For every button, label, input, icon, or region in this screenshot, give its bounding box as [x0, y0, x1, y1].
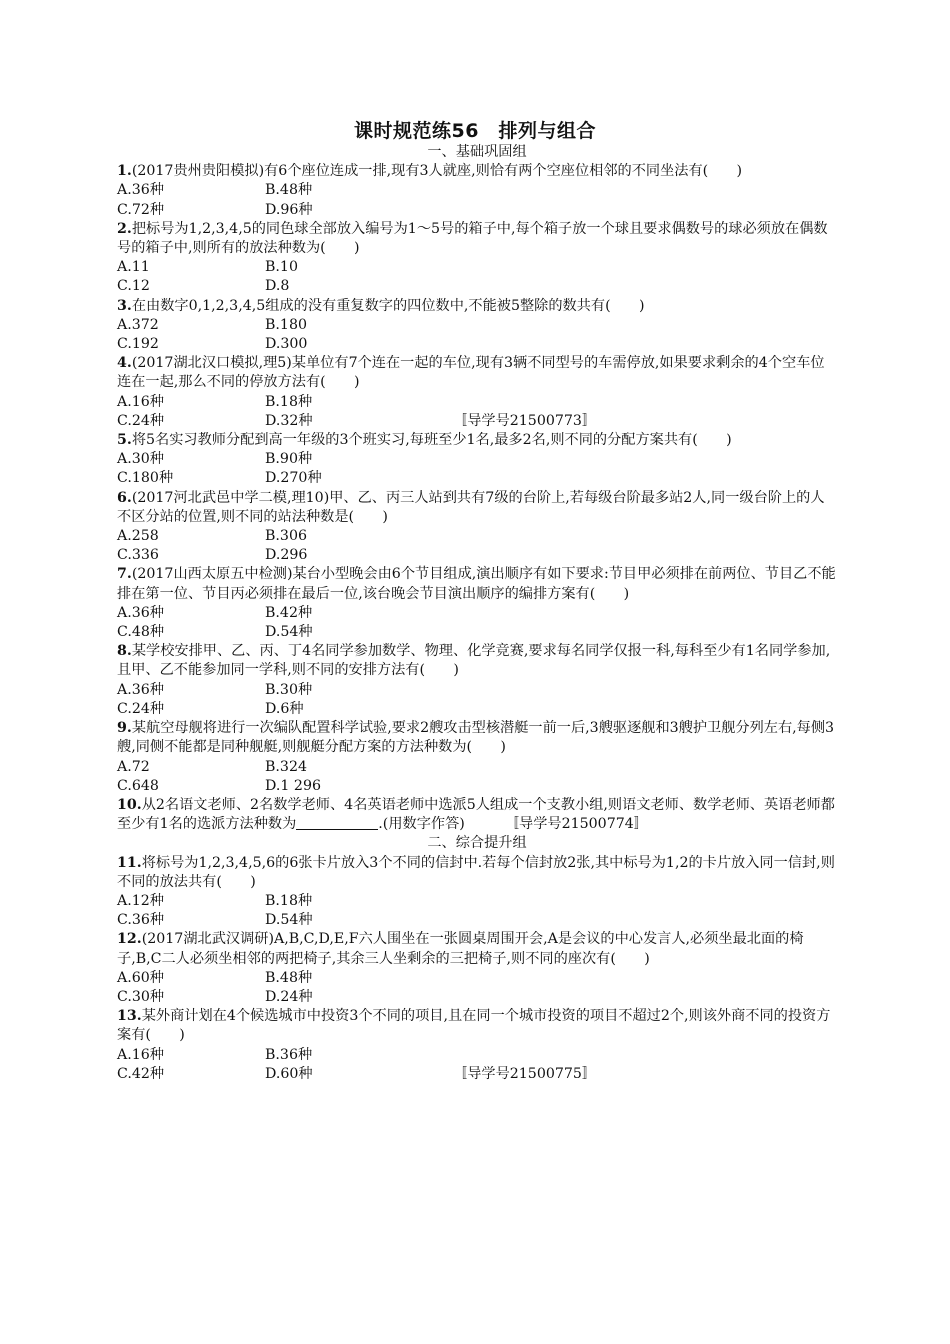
question-8 — [117, 642, 837, 680]
question-4 — [117, 354, 837, 392]
option-a: A.16种 — [117, 1046, 164, 1063]
question-number: 1. — [117, 163, 132, 180]
option-b: B.18种 — [265, 892, 313, 909]
option-a: A.16种 — [117, 393, 164, 410]
question-number: 9. — [117, 720, 132, 737]
option-b: B.18种 — [265, 393, 313, 410]
question-number: 8. — [117, 643, 132, 660]
question-number: 6. — [117, 489, 132, 506]
options-1 — [117, 181, 837, 219]
guide-number: 〚导学号21500774〛 — [504, 816, 648, 833]
option-a: A.72 — [117, 758, 150, 775]
option-b: B.324 — [265, 758, 308, 775]
question-text: 将标号为1,2,3,4,5,6的6张卡片放入3个不同的信封中.若每个信封放2张,其中标号为1,2的卡片放入同一信封,则不同的放法共有( ) — [117, 854, 835, 890]
option-a: A.11 — [117, 259, 150, 276]
question-1 — [117, 162, 837, 181]
question-text: 将5名实习教师分配到高一年级的3个班实习,每班至少1名,最多2名,则不同的分配方案共有( ) — [131, 432, 732, 449]
question-11 — [117, 854, 837, 892]
question-6 — [117, 489, 837, 527]
question-5 — [117, 431, 837, 450]
option-d: D.1 296 — [265, 777, 321, 794]
option-a: A.36种 — [117, 182, 164, 199]
question-text: (2017湖北武汉调研)A,B,C,D,E,F六人围坐在一张圆桌周围开会,A是会议的中心发言人,必须坐最北面的椅子,B,C二人必须坐相邻的两把椅子,其余三人坐剩余的三把椅子,则不同的座次有( ) — [117, 931, 804, 967]
option-a: A.30种 — [117, 451, 164, 468]
option-c: C.48种 — [117, 624, 165, 641]
option-b: B.90种 — [265, 451, 313, 468]
question-number: 12. — [117, 931, 142, 948]
option-d: D.296 — [265, 547, 308, 564]
option-d: D.6种 — [265, 700, 304, 717]
question-9 — [117, 719, 837, 757]
question-text-tail: .(用数字作答) — [378, 816, 465, 833]
question-2 — [117, 220, 837, 258]
option-d: D.8 — [265, 278, 290, 295]
options-7 — [117, 604, 837, 642]
option-c: C.192 — [117, 336, 159, 353]
option-a: A.36种 — [117, 681, 164, 698]
option-c: C.30种 — [117, 988, 165, 1005]
option-b: B.180 — [265, 316, 308, 333]
question-3 — [117, 297, 837, 316]
option-c: C.12 — [117, 278, 150, 295]
question-text: 某学校安排甲、乙、丙、丁4名同学参加数学、物理、化学竞赛,要求每名同学仅报一科,每科至少有1名同学参加,且甲、乙不能参加同一学科,则不同的安排方法有( ) — [117, 643, 831, 679]
question-text: (2017湖北汉口模拟,理5)某单位有7个连在一起的车位,现有3辆不同型号的车需停放,如果要求剩余的4个空车位连在一起,那么不同的停放方法有( ) — [117, 355, 825, 391]
question-list — [117, 143, 837, 1084]
options-5 — [117, 450, 837, 488]
option-a: A.36种 — [117, 604, 164, 621]
section-heading: 二、综合提升组 — [427, 835, 527, 852]
option-b: B.48种 — [265, 969, 313, 986]
question-number: 10. — [117, 796, 142, 813]
option-a: A.12种 — [117, 892, 164, 909]
option-c: C.42种 — [117, 1065, 165, 1082]
question-number: 13. — [117, 1008, 142, 1025]
option-a: A.258 — [117, 528, 159, 545]
section-heading: 一、基础巩固组 — [427, 144, 527, 160]
question-text: 从2名语文老师、2名数学老师、4名英语老师中选派5人组成一个支教小组,则语文老师、数学老师、英语老师都至少有1名的选派方法种数为 — [117, 796, 835, 833]
options-9 — [117, 758, 837, 796]
option-b: B.10 — [265, 259, 298, 276]
options-2 — [117, 258, 837, 296]
question-text: 某航空母舰将进行一次编队配置科学试验,要求2艘攻击型核潜艇一前一后,3艘驱逐舰和3艘护卫舰分列左右,每侧3艘,同侧不能都是同种舰艇,则舰艇分配方案的方法种数为( ) — [117, 720, 835, 756]
option-d: D.54种 — [265, 624, 313, 641]
question-text: (2017山西太原五中检测)某台小型晚会由6个节目组成,演出顺序有如下要求:节目甲必须排在前两位、节目乙不能排在第一位、节目丙必须排在最后一位,该台晚会节目演出顺序的编排方案有( ) — [117, 566, 836, 602]
question-text: (2017贵州贵阳模拟)有6个座位连成一排,现有3人就座,则恰有两个空座位相邻的不同坐法有( ) — [131, 163, 743, 180]
question-12 — [117, 930, 837, 968]
option-c: C.24种 — [117, 700, 165, 717]
answer-blank[interactable] — [296, 816, 378, 830]
option-a: A.372 — [117, 316, 159, 333]
question-number: 2. — [117, 220, 132, 237]
options-11 — [117, 892, 837, 930]
question-text: 在由数字0,1,2,3,4,5组成的没有重复数字的四位数中,不能被5整除的数共有( ) — [131, 297, 645, 314]
options-3 — [117, 316, 837, 354]
question-7 — [117, 565, 837, 603]
option-d: D.32种 — [265, 412, 313, 429]
question-text: 把标号为1,2,3,4,5的同色球全部放入编号为1～5号的箱子中,每个箱子放一个球且要求偶数号的球必须放在偶数号的箱子中,则所有的放法种数为( ) — [117, 220, 828, 257]
question-text: 某外商计划在4个候选城市中投资3个不同的项目,且在同一个城市投资的项目不超过2个,则该外商不同的投资方案有( ) — [117, 1008, 831, 1044]
option-c: C.336 — [117, 547, 159, 564]
question-number: 7. — [117, 566, 132, 583]
option-d: D.96种 — [265, 201, 313, 218]
option-c: C.180种 — [117, 470, 174, 487]
question-number: 11. — [117, 854, 142, 871]
option-d: D.60种 — [265, 1065, 313, 1082]
option-d: D.24种 — [265, 988, 313, 1005]
question-number: 3. — [117, 297, 132, 314]
option-c: C.36种 — [117, 912, 165, 929]
options-8 — [117, 681, 837, 719]
question-number: 5. — [117, 432, 132, 449]
option-d: D.54种 — [265, 912, 313, 929]
option-b: B.306 — [265, 528, 308, 545]
options-4 — [117, 393, 837, 431]
question-text: (2017河北武邑中学二模,理10)甲、乙、丙三人站到共有7级的台阶上,若每级台阶最多站2人,同一级台阶上的人不区分站的位置,则不同的站法种数是( ) — [117, 489, 825, 525]
question-number: 4. — [117, 355, 132, 372]
page-title: 课时规范练56 排列与组合 — [354, 120, 596, 142]
option-c: C.648 — [117, 777, 159, 794]
options-6 — [117, 527, 837, 565]
option-b: B.42种 — [265, 604, 313, 621]
guide-number: 〚导学号21500775〛 — [453, 1065, 597, 1082]
option-d: D.300 — [265, 336, 308, 353]
options-12 — [117, 969, 837, 1007]
option-c: C.72种 — [117, 201, 165, 218]
option-d: D.270种 — [265, 470, 322, 487]
option-c: C.24种 — [117, 412, 165, 429]
option-b: B.30种 — [265, 681, 313, 698]
options-13 — [117, 1046, 837, 1084]
option-b: B.36种 — [265, 1046, 313, 1063]
question-10 — [117, 796, 837, 834]
question-13 — [117, 1007, 837, 1045]
option-b: B.48种 — [265, 182, 313, 199]
guide-number: 〚导学号21500773〛 — [453, 412, 597, 429]
option-a: A.60种 — [117, 969, 164, 986]
